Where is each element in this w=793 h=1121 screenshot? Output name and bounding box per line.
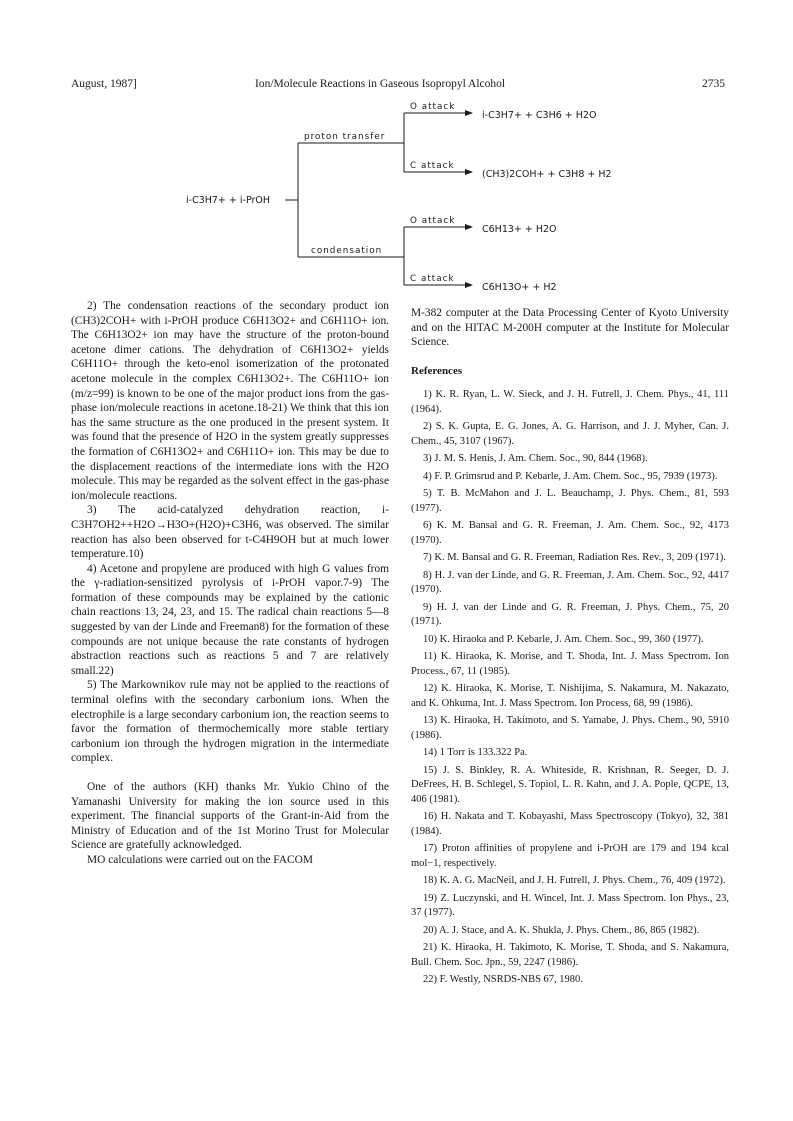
reference-item: 9) H. J. van der Linde and G. R. Freeman, J. Phys. Chem., 75, 20 (1971). <box>411 601 729 628</box>
reference-item: 8) H. J. van der Linde, and G. R. Freeman, J. Am. Chem. Soc., 92, 4417 (1970). <box>411 569 729 596</box>
reference-item: 18) K. A. G. MacNeil, and J. H. Futrell, J. Phys. Chem., 76, 409 (1972). <box>423 875 726 887</box>
scheme-branch-condensation: condensation <box>311 246 383 256</box>
reference-item: 7) K. M. Bansal and G. R. Freeman, Radiation Res. Rev., 3, 209 (1971). <box>423 552 726 564</box>
reference-item: 16) H. Nakata and T. Kobayashi, Mass Spectroscopy (Tokyo), 32, 381 (1984). <box>411 811 729 837</box>
reference-item: 6) K. M. Bansal and G. R. Freeman, J. Am. Chem. Soc., 92, 4173 (1970). <box>411 520 729 546</box>
reference-item: 11) K. Hiraoka, K. Morise, and T. Shoda, Int. J. Mass Spectrom. Ion Process., 67, 11 (1985). <box>411 651 729 677</box>
page-number: 2735 <box>702 78 725 90</box>
reference-item: 20) A. J. Stace, and A. K. Shukla, J. Phys. Chem., 86, 865 (1982). <box>423 924 700 936</box>
reference-item: 1) K. R. Ryan, L. W. Sieck, and J. H. Futrell, J. Chem. Phys., 41, 111 (1964). <box>411 389 729 415</box>
left-column <box>71 299 389 868</box>
reference-item: 19) Z. Luczynski, and H. Wincel, Int. J. Mass Spectrom. Ion Phys., 23, 37 (1977). <box>411 892 729 919</box>
reference-item: 5) T. B. McMahon and J. L. Beauchamp, J. Phys. Chem., 81, 593 (1977). <box>411 488 729 514</box>
reference-item: 15) J. S. Binkley, R. A. Whiteside, R. Krishnan, R. Seeger, D. J. DeFrees, H. B. Schlegel, S. Topiol, L. R. Kahn, and J. A. Pople, QCPE, 13, 406 (1981). <box>411 764 729 805</box>
scheme-c-attack-2: C attack <box>410 274 455 284</box>
reference-item: 21) K. Hiraoka, H. Takimoto, K. Morise, T. Shoda, and S. Nakamura, Bull. Chem. Soc. Jpn., 59, 2247 (1986). <box>411 942 729 968</box>
reference-item: 2) S. K. Gupta, E. G. Jones, A. G. Harrison, and J. J. Myher, Can. J. Chem., 45, 3107 (1967). <box>411 421 729 447</box>
scheme-branch-proton-transfer: proton transfer <box>304 132 386 142</box>
references-heading: References <box>411 364 463 377</box>
scheme-o-attack-1: O attack <box>410 102 456 112</box>
reference-item: 13) K. Hiraoka, H. Takimoto, and S. Yamabe, J. Phys. Chem., 90, 5910 (1986). <box>411 715 729 741</box>
scheme-o-attack-2: O attack <box>410 216 456 226</box>
scheme-product-1: i-C3H7+ + C3H6 + H2O <box>482 110 597 121</box>
acknowledgement-computing: MO calculations were carried out on the FACOM <box>87 853 313 866</box>
paragraph-4: 4) Acetone and propylene are produced with high G values from the γ-radiation-sensitized pyrolysis of i-PrOH vapor.7-9) The formation of these compounds may be explained by the cationic chain reactions 13, 24, 23, and 15. The radical chain reactions 5—8 suggested by van der Linde and Freeman8) for the formation of these compounds are not unique because the rate constants of hydrogen abstraction reactions such as reactions 5 and 7 are relatively small.22) <box>71 562 389 677</box>
scheme-reactant: i-C3H7+ + i-PrOH <box>186 195 271 206</box>
scheme-c-attack-1: C attack <box>410 161 455 171</box>
acknowledgement: One of the authors (KH) thanks Mr. Yukio Chino of the Yamanashi University for making the ion source used in this experiment. The financial supports of the Grant-in-Aid from the Ministry of Education and of the 1st Morino Trust for Molecular Science are gratefully acknowledged. <box>71 781 389 852</box>
reference-item: 17) Proton affinities of propylene and i-PrOH are 179 and 194 kcal mol−1, respectively. <box>411 843 729 869</box>
reference-item: 10) K. Hiraoka and P. Kebarle, J. Am. Chem. Soc., 99, 360 (1977). <box>423 633 704 645</box>
reference-item: 14) 1 Torr is 133.322 Pa. <box>423 747 528 759</box>
scheme-product-2: (CH3)2COH+ + C3H8 + H2 <box>482 169 612 180</box>
reference-item: 22) F. Westly, NSRDS-NBS 67, 1980. <box>423 974 583 986</box>
reference-item: 3) J. M. S. Henis, J. Am. Chem. Soc., 90, 844 (1968). <box>423 453 648 465</box>
paragraph-3: 3) The acid-catalyzed dehydration reaction, i-C3H7OH2++H2O→H3O+(H2O)+C3H6, was observed. The similar reaction has also been observed for t-C4H9OH but at much lower temperature.10) <box>71 504 389 561</box>
right-column <box>411 306 729 991</box>
paragraph-5: 5) The Markownikov rule may not be applied to the reactions of terminal olefins with the secondary carbonium ions. When the electrophile is a large secondary carbonium ion, the reaction seems to favor the formation of thermochemically more stable tertiary carbonium ion through the hydrogen migration in the intermediate complex. <box>71 679 389 765</box>
running-head-date: August, 1987] <box>71 78 137 90</box>
reaction-scheme <box>0 0 793 300</box>
running-head-title: Ion/Molecule Reactions in Gaseous Isopropyl Alcohol <box>255 78 506 90</box>
reference-item: 12) K. Hiraoka, K. Morise, T. Nishijima, S. Nakamura, M. Nakazato, and K. Ohkuma, Int. J. Mass Spectrom. Ion Process, 68, 99 (1986). <box>411 683 729 709</box>
references-list <box>411 388 729 988</box>
scheme-product-3: C6H13+ + H2O <box>482 224 557 235</box>
paragraph-2: 2) The condensation reactions of the secondary product ion (CH3)2COH+ with i-PrOH produce C6H13O2+ and C6H11O+ ion. The C6H13O2+ ion may have the structure of the proton-bound acetone dimer cations. The dehydration of C6H13O2+ yields C6H11O+ through the keto-enol isomerization of the protonated acetone molecule in the complex C6H13O2+. The C6H11O+ ion (m/z=99) is known to be one of the major product ions from the gas-phase ion/molecule reactions in acetone.18-21) We think that this ion has the same structure as the one produced in the present system. It was found that the presence of H2O in the system greatly suppresses the formation of C6H13O2+ and C6H11O+ ion. This may be due to the displacement reactions of the intermediate ions with the H2O molecule. This may be regarded as the solvent effect in the gas-phase ion/molecule reactions. <box>71 300 389 502</box>
reference-item: 4) F. P. Grimsrud and P. Kebarle, J. Am. Chem. Soc., 95, 7939 (1973). <box>423 470 718 482</box>
paragraph-continued: M-382 computer at the Data Processing Center of Kyoto University and on the HITAC M-200H computer at the Institute for Molecular Science. <box>411 307 729 349</box>
scheme-product-4: C6H13O+ + H2 <box>482 282 557 293</box>
